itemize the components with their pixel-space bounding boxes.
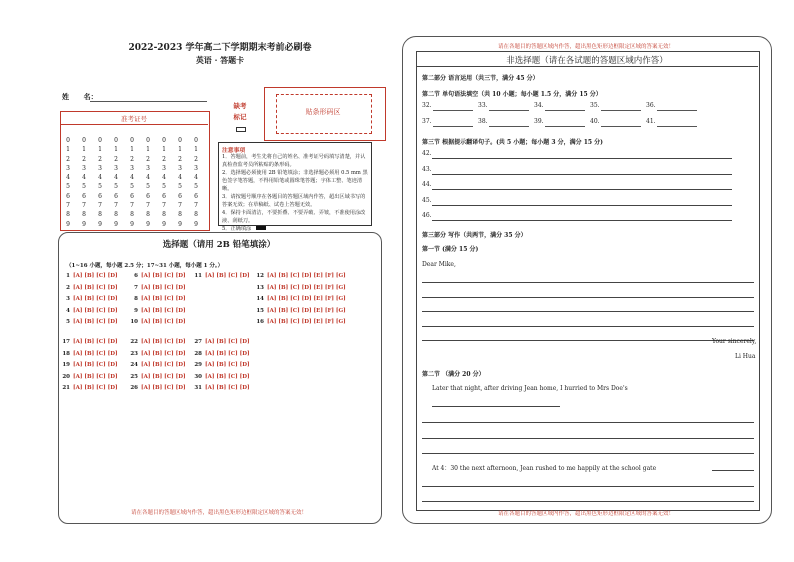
zkz-digit-cell[interactable]: 2: [178, 155, 182, 163]
mc-options[interactable]: [A] [B] [C] [D]: [205, 362, 250, 368]
grammar-blank-number: 36.: [646, 102, 656, 109]
zkz-digit-cell[interactable]: 5: [146, 183, 150, 191]
mc-options[interactable]: [A] [B] [C] [D] [E] [F] [G]: [267, 319, 346, 325]
grammar-blank-line[interactable]: [601, 110, 641, 111]
zkz-digit-cell[interactable]: 5: [130, 183, 134, 191]
zkz-digit-cell[interactable]: 5: [194, 183, 198, 191]
mc-question-number: 16: [256, 319, 264, 325]
zkz-digit-cell[interactable]: 6: [82, 192, 86, 200]
zkz-digit-cell[interactable]: 4: [162, 174, 166, 182]
zkz-digit-cell[interactable]: 6: [178, 192, 182, 200]
zkz-digit-cell[interactable]: 9: [178, 220, 182, 228]
zkz-digit-cell[interactable]: 2: [146, 155, 150, 163]
mc-options[interactable]: [A] [B] [C] [D]: [73, 307, 118, 314]
right-header-warning: 请在各题目的答题区域内作答，超出黑色矩形边框限定区域的答案无效！: [497, 44, 674, 50]
zkz-digit-cell[interactable]: 6: [162, 192, 166, 200]
zkz-digit-cell[interactable]: 6: [114, 192, 118, 200]
continuation-para1: Later that night, after driving Jean home, I hurried to Mrs Doe's: [432, 385, 628, 392]
mc-row[interactable]: [190, 385, 250, 391]
zkz-digit-cell[interactable]: 8: [66, 211, 70, 219]
mc-options[interactable]: [A] [B] [C] [D]: [73, 385, 118, 391]
zkz-digit-column[interactable]: [111, 136, 121, 229]
mc-question-number: 28: [194, 350, 202, 357]
mc-options[interactable]: [A] [B] [C] [D]: [141, 339, 186, 345]
zkz-digit-cell[interactable]: 2: [82, 155, 86, 163]
writing-line[interactable]: [422, 282, 754, 283]
zkz-digit-cell[interactable]: 3: [194, 164, 198, 172]
grammar-blank-line[interactable]: [433, 110, 473, 111]
zkz-digit-cell[interactable]: 4: [178, 174, 182, 182]
mc-options[interactable]: [A] [B] [C] [D]: [141, 362, 186, 368]
zkz-digit-cell[interactable]: 6: [146, 192, 150, 200]
mc-options[interactable]: [A] [B] [C] [D]: [205, 339, 250, 345]
part2-heading: 第二部分 语言运用（共三节，满分 45 分）: [422, 75, 539, 82]
notice-item: 1．答题前，考生先将自己的姓名、准考证号码填写清楚，并认真检查监考员所粘贴的条形码。: [222, 154, 366, 168]
zkz-digit-cell[interactable]: 9: [98, 220, 102, 228]
zkz-digit-cell[interactable]: 5: [178, 183, 182, 191]
title-divider: [416, 66, 758, 67]
mc-row[interactable]: [58, 273, 118, 279]
mc-options[interactable]: [A] [B] [C] [D]: [141, 319, 186, 325]
grammar-blank-number: 34.: [534, 102, 544, 109]
zkz-digit-cell[interactable]: 4: [146, 174, 150, 182]
zkz-digit-column[interactable]: [191, 136, 201, 229]
zkz-digit-cell[interactable]: 0: [146, 137, 150, 144]
mc-question-number: 17: [62, 339, 70, 345]
writing-line[interactable]: [422, 486, 754, 487]
mc-row[interactable]: [126, 351, 186, 357]
writing1-heading: 第一节 (满分 15 分): [422, 246, 479, 253]
mc-row[interactable]: [126, 296, 186, 302]
mc-question-number: 5: [66, 319, 70, 325]
zkz-digit-cell[interactable]: 8: [82, 211, 86, 219]
mc-row[interactable]: [126, 362, 186, 368]
mc-question-number: 26: [130, 385, 138, 391]
zkz-digit-cell[interactable]: 1: [82, 146, 86, 154]
name-label: 姓 名：: [62, 92, 98, 101]
zkz-digit-column[interactable]: [79, 136, 89, 229]
mc-row[interactable]: [58, 385, 118, 391]
mc-question-number: 19: [62, 362, 70, 368]
letter-signature: Li Hua: [735, 353, 756, 360]
translate-line[interactable]: [432, 174, 732, 175]
zkz-label: 准考证号: [121, 115, 147, 123]
translate-heading: 第三节 根据提示翻译句子。(共 5 小题；每小题 3 分，满分 15 分): [422, 139, 604, 146]
zkz-digit-cell[interactable]: 9: [114, 220, 118, 228]
zkz-digit-cell[interactable]: 0: [98, 137, 102, 144]
writing-line[interactable]: [422, 311, 754, 312]
zkz-digit-cell[interactable]: 3: [130, 164, 134, 172]
notice-list: [222, 153, 368, 233]
continuation-para2: At 4：30 the next afternoon, Jean rushed to me happily at the school gate: [432, 465, 657, 472]
mc-options[interactable]: [A] [B] [C] [D] [E] [F] [G]: [267, 284, 346, 291]
zkz-digit-cell[interactable]: 8: [146, 211, 150, 219]
zkz-digit-cell[interactable]: 8: [194, 211, 198, 219]
mc-question-number: 14: [256, 296, 264, 302]
translate-number: 44.: [422, 181, 432, 188]
zkz-digit-cell[interactable]: 0: [82, 137, 86, 144]
mc-options[interactable]: [A] [B] [C] [D]: [73, 273, 118, 279]
zkz-digit-cell[interactable]: 3: [66, 164, 70, 172]
zkz-digit-cell[interactable]: 7: [66, 202, 70, 210]
mc-question-number: 13: [256, 284, 264, 291]
barcode-label: 贴条形码区: [305, 108, 341, 116]
mc-row[interactable]: [190, 273, 250, 279]
mc-options[interactable]: [A] [B] [C] [D]: [205, 373, 250, 380]
mc-row[interactable]: [126, 319, 186, 325]
zkz-digit-cell[interactable]: 9: [66, 220, 70, 228]
zkz-digit-cell[interactable]: 4: [130, 174, 134, 182]
grammar-blank-line[interactable]: [657, 110, 697, 111]
writing-line[interactable]: [712, 470, 754, 471]
zkz-digit-cell[interactable]: 2: [194, 155, 198, 163]
zkz-digit-cell[interactable]: 9: [162, 220, 166, 228]
zkz-digit-cell[interactable]: 7: [146, 202, 150, 210]
zkz-digit-cell[interactable]: 8: [114, 211, 118, 219]
page-title: 2022-2023 学年高二下学期期末考前必刷卷: [128, 43, 312, 53]
mc-question-number: 2: [66, 284, 70, 291]
zkz-digit-cell[interactable]: 0: [162, 137, 166, 144]
left-footer-warning: 请在各题目的答题区域内作答，超出黑色矩形边框限定区域的答案无效！: [130, 510, 307, 516]
mc-question-number: 12: [256, 273, 264, 279]
grammar-heading: 第二节 单句语法填空（共 10 小题；每小题 1.5 分，满分 15 分）: [422, 91, 602, 98]
writing-line[interactable]: [422, 453, 754, 454]
mc-row[interactable]: [190, 351, 250, 357]
mc-options[interactable]: [A] [B] [C] [D]: [141, 385, 186, 391]
mc-options[interactable]: [A] [B] [C] [D]: [205, 350, 250, 357]
mc-options[interactable]: [A] [B] [C] [D]: [141, 373, 186, 380]
zkz-digit-cell[interactable]: 9: [194, 220, 198, 228]
part3-heading: 第三部分 写作（共两节，满分 35 分）: [422, 232, 527, 239]
mc-row[interactable]: [58, 374, 118, 380]
writing-line[interactable]: [422, 438, 754, 439]
zkz-digit-cell[interactable]: 1: [98, 146, 102, 154]
mc-row[interactable]: [252, 285, 346, 291]
zkz-digit-column[interactable]: [63, 136, 73, 229]
zkz-divider: [60, 124, 208, 125]
letter-closing: Your sincerely,: [712, 338, 757, 345]
mc-question-number: 3: [66, 296, 70, 302]
mc-options[interactable]: [A] [B] [C] [D]: [73, 296, 118, 302]
translate-line[interactable]: [432, 189, 732, 190]
zkz-digit-cell[interactable]: 1: [130, 146, 134, 154]
mc-row[interactable]: [126, 339, 186, 345]
zkz-digit-cell[interactable]: 6: [98, 192, 102, 200]
name-line[interactable]: [90, 101, 207, 102]
zkz-digit-cell[interactable]: 2: [130, 155, 134, 163]
mc-question-number: 31: [194, 385, 202, 391]
translate-line[interactable]: [432, 158, 732, 159]
notice-item: 4．保持卡面清洁，不要折叠、不要弄破、弄皱，不准使用涂改液、刮纸刀。: [222, 210, 366, 224]
mc-note: （1~16 小题，每小题 2.5 分；17~31 小题，每小题 1 分。）: [66, 263, 224, 269]
answer-frame: [416, 51, 760, 511]
zkz-digit-cell[interactable]: 3: [162, 164, 166, 172]
zkz-digit-cell[interactable]: 0: [114, 137, 118, 144]
zkz-digit-cell[interactable]: 3: [146, 164, 150, 172]
notice-item: 2．选择题必须使用 2B 铅笔填涂；非选择题必须用 0.5 mm 黑色签字笔答题，不得用铅笔或圆珠笔答题；字体工整、笔迹清晰。: [222, 170, 368, 192]
mc-question-number: 23: [130, 350, 138, 357]
writing-line[interactable]: [422, 422, 754, 423]
zkz-digit-cell[interactable]: 7: [194, 202, 198, 210]
right-title: 非选择题（请在各试题的答题区域内作答）: [506, 56, 668, 66]
writing-line[interactable]: [422, 326, 754, 327]
grammar-blank-line[interactable]: [545, 126, 585, 127]
zkz-digit-cell[interactable]: 0: [130, 137, 134, 144]
filled-sample-mark: [256, 226, 266, 230]
zkz-digit-cell[interactable]: 7: [130, 202, 134, 210]
zkz-digit-cell[interactable]: 1: [114, 146, 118, 154]
zkz-digit-cell[interactable]: 2: [66, 155, 70, 163]
mc-row[interactable]: [252, 273, 346, 279]
mc-question-number: 29: [194, 362, 202, 368]
zkz-digit-cell[interactable]: 9: [130, 220, 134, 228]
zkz-digit-column[interactable]: [127, 136, 137, 229]
zkz-digit-cell[interactable]: 4: [82, 174, 86, 182]
mc-options[interactable]: [A] [B] [C] [D]: [73, 339, 118, 345]
notice-item-5-text: 5．正确填涂: [222, 226, 252, 232]
mc-options[interactable]: [A] [B] [C] [D]: [141, 307, 186, 314]
mc-question-number: 11: [194, 273, 202, 279]
mc-options[interactable]: [A] [B] [C] [D]: [73, 362, 118, 368]
zkz-digit-cell[interactable]: 7: [114, 202, 118, 210]
zkz-digit-cell[interactable]: 4: [194, 174, 198, 182]
writing2-heading: 第二节 （满分 20 分）: [422, 371, 485, 378]
zkz-digit-cell[interactable]: 8: [162, 211, 166, 219]
mc-options[interactable]: [A] [B] [C] [D]: [141, 296, 186, 302]
mc-options[interactable]: [A] [B] [C] [D]: [73, 373, 118, 380]
mc-row[interactable]: [190, 339, 250, 345]
mc-row[interactable]: [58, 351, 118, 357]
mc-options[interactable]: [A] [B] [C] [D]: [205, 273, 250, 279]
zkz-digit-cell[interactable]: 7: [162, 202, 166, 210]
mc-row[interactable]: [58, 308, 118, 314]
zkz-digit-cell[interactable]: 6: [130, 192, 134, 200]
grammar-blank-number: 33.: [478, 102, 488, 109]
mc-row[interactable]: [252, 296, 346, 302]
translate-line[interactable]: [432, 205, 732, 206]
zkz-digit-cell[interactable]: 8: [130, 211, 134, 219]
zkz-digit-cell[interactable]: 3: [98, 164, 102, 172]
zkz-digit-cell[interactable]: 2: [98, 155, 102, 163]
mc-row[interactable]: [252, 308, 346, 314]
grammar-blank-number: 35.: [590, 102, 600, 109]
mc-row[interactable]: [58, 362, 118, 368]
zkz-digit-cell[interactable]: 0: [194, 137, 198, 144]
mc-options[interactable]: [A] [B] [C] [D]: [141, 284, 186, 291]
zkz-digit-cell[interactable]: 5: [66, 183, 70, 191]
mc-options[interactable]: [A] [B] [C] [D] [E] [F] [G]: [267, 273, 346, 279]
mc-row[interactable]: [190, 362, 250, 368]
mc-row[interactable]: [252, 319, 346, 325]
mc-question-number: 15: [256, 307, 264, 314]
mc-row[interactable]: [126, 374, 186, 380]
zkz-digit-cell[interactable]: 8: [178, 211, 182, 219]
page-subtitle: 英语 · 答题卡: [195, 55, 245, 65]
zkz-digit-cell[interactable]: 9: [82, 220, 86, 228]
zkz-digit-cell[interactable]: 7: [178, 202, 182, 210]
translate-number: 45.: [422, 196, 432, 204]
mc-row[interactable]: [58, 285, 118, 291]
mc-question-number: 20: [62, 373, 70, 380]
mc-title: 选择题（请用 2B 铅笔填涂）: [162, 240, 276, 250]
mc-options[interactable]: [A] [B] [C] [D]: [73, 284, 118, 291]
mc-row[interactable]: [58, 296, 118, 302]
zkz-digit-cell[interactable]: 9: [146, 220, 150, 228]
mc-row[interactable]: [58, 339, 118, 345]
absent-label: 缺考 标记: [233, 102, 247, 121]
mc-row[interactable]: [126, 385, 186, 391]
grammar-blank-line[interactable]: [433, 126, 473, 127]
absent-checkbox[interactable]: [236, 127, 246, 132]
grammar-blank-number: 37.: [422, 118, 432, 125]
mc-question-number: 8: [134, 296, 138, 302]
mc-question-number: 18: [62, 350, 70, 357]
zkz-digit-cell[interactable]: 7: [82, 202, 86, 210]
mc-row[interactable]: [126, 273, 186, 279]
writing-line[interactable]: [432, 406, 560, 407]
mc-question-number: 7: [134, 284, 138, 291]
grammar-blank-line[interactable]: [657, 126, 697, 127]
zkz-digit-cell[interactable]: 6: [66, 192, 70, 200]
zkz-digit-cell[interactable]: 3: [114, 164, 118, 172]
grammar-blank-line[interactable]: [489, 126, 529, 127]
grammar-blank-number: 40.: [590, 118, 600, 125]
zkz-digit-cell[interactable]: 2: [162, 155, 166, 163]
zkz-digit-cell[interactable]: 5: [82, 183, 86, 191]
zkz-digit-cell[interactable]: 5: [162, 183, 166, 191]
zkz-digit-cell[interactable]: 0: [178, 137, 182, 144]
zkz-digit-column[interactable]: [159, 136, 169, 229]
zkz-digit-cell[interactable]: 1: [66, 146, 70, 154]
grammar-blank-number: 39.: [534, 118, 544, 125]
right-footer-warning: 请在各题目的答题区域内作答，超出黑色矩形边框限定区域的答案无效！: [497, 511, 674, 517]
translate-number: 43.: [422, 165, 432, 173]
mc-options[interactable]: [A] [B] [C] [D]: [141, 273, 186, 279]
mc-question-number: 25: [130, 373, 138, 380]
zkz-digit-cell[interactable]: 4: [66, 174, 70, 182]
mc-question-number: 21: [62, 385, 70, 391]
mc-question-number: 6: [134, 273, 138, 279]
zkz-digit-cell[interactable]: 2: [114, 155, 118, 163]
zkz-digit-cell[interactable]: 6: [194, 192, 198, 200]
writing-line[interactable]: [422, 501, 754, 502]
grammar-blank-line[interactable]: [489, 110, 529, 111]
zkz-digit-cell[interactable]: 0: [66, 137, 70, 144]
zkz-digit-cell[interactable]: 8: [98, 211, 102, 219]
mc-question-number: 10: [130, 319, 138, 325]
zkz-digit-cell[interactable]: 1: [146, 146, 150, 154]
translate-number: 46.: [422, 212, 432, 219]
mc-options[interactable]: [A] [B] [C] [D] [E] [F] [G]: [267, 307, 346, 314]
mc-options[interactable]: [A] [B] [C] [D]: [141, 350, 186, 357]
grammar-blank-line[interactable]: [545, 110, 585, 111]
mc-options[interactable]: [A] [B] [C] [D]: [73, 350, 118, 357]
zkz-digit-cell[interactable]: 1: [178, 146, 182, 154]
mc-question-number: 30: [194, 373, 202, 380]
grammar-blank-number: 32.: [422, 102, 432, 109]
writing-line[interactable]: [422, 297, 754, 298]
zkz-digit-column[interactable]: [175, 136, 185, 229]
mc-row[interactable]: [126, 285, 186, 291]
mc-row[interactable]: [126, 308, 186, 314]
notice-title: 注意事项: [222, 148, 246, 154]
letter-greeting: Dear Mike,: [422, 261, 456, 268]
mc-question-number: 22: [130, 339, 138, 345]
translate-line[interactable]: [432, 220, 732, 221]
zkz-digit-cell[interactable]: 1: [162, 146, 166, 154]
zkz-digit-cell[interactable]: 3: [178, 164, 182, 172]
writing-line[interactable]: [422, 340, 754, 341]
zkz-digit-cell[interactable]: 1: [194, 146, 198, 154]
grammar-blank-line[interactable]: [601, 126, 641, 127]
mc-question-number: 1: [66, 273, 70, 279]
grammar-blank-number: 38.: [478, 118, 488, 125]
grammar-blank-number: 41.: [646, 118, 656, 125]
mc-options[interactable]: [A] [B] [C] [D] [E] [F] [G]: [267, 296, 346, 302]
mc-options[interactable]: [A] [B] [C] [D]: [73, 319, 118, 325]
mc-question-number: 24: [130, 362, 138, 368]
zkz-digit-cell[interactable]: 4: [114, 174, 118, 182]
zkz-digit-cell[interactable]: 5: [98, 183, 102, 191]
mc-row[interactable]: [190, 374, 250, 380]
mc-question-number: 9: [134, 307, 138, 314]
zkz-digit-cell[interactable]: 4: [98, 174, 102, 182]
translate-number: 42.: [422, 150, 432, 157]
mc-question-number: 27: [194, 339, 202, 345]
zkz-digit-cell[interactable]: 7: [98, 202, 102, 210]
zkz-digit-column[interactable]: [143, 136, 153, 229]
mc-options[interactable]: [A] [B] [C] [D]: [205, 385, 250, 391]
notice-item: 3．请按题号顺序在各题目的答题区域内作答，超出区域书写的答案无效；在草稿纸、试卷上答题无效。: [222, 194, 366, 208]
mc-question-number: 4: [66, 307, 70, 314]
zkz-digit-cell[interactable]: 5: [114, 183, 118, 191]
mc-row[interactable]: [58, 319, 118, 325]
zkz-digit-column[interactable]: [95, 136, 105, 229]
zkz-digit-cell[interactable]: 3: [82, 164, 86, 172]
